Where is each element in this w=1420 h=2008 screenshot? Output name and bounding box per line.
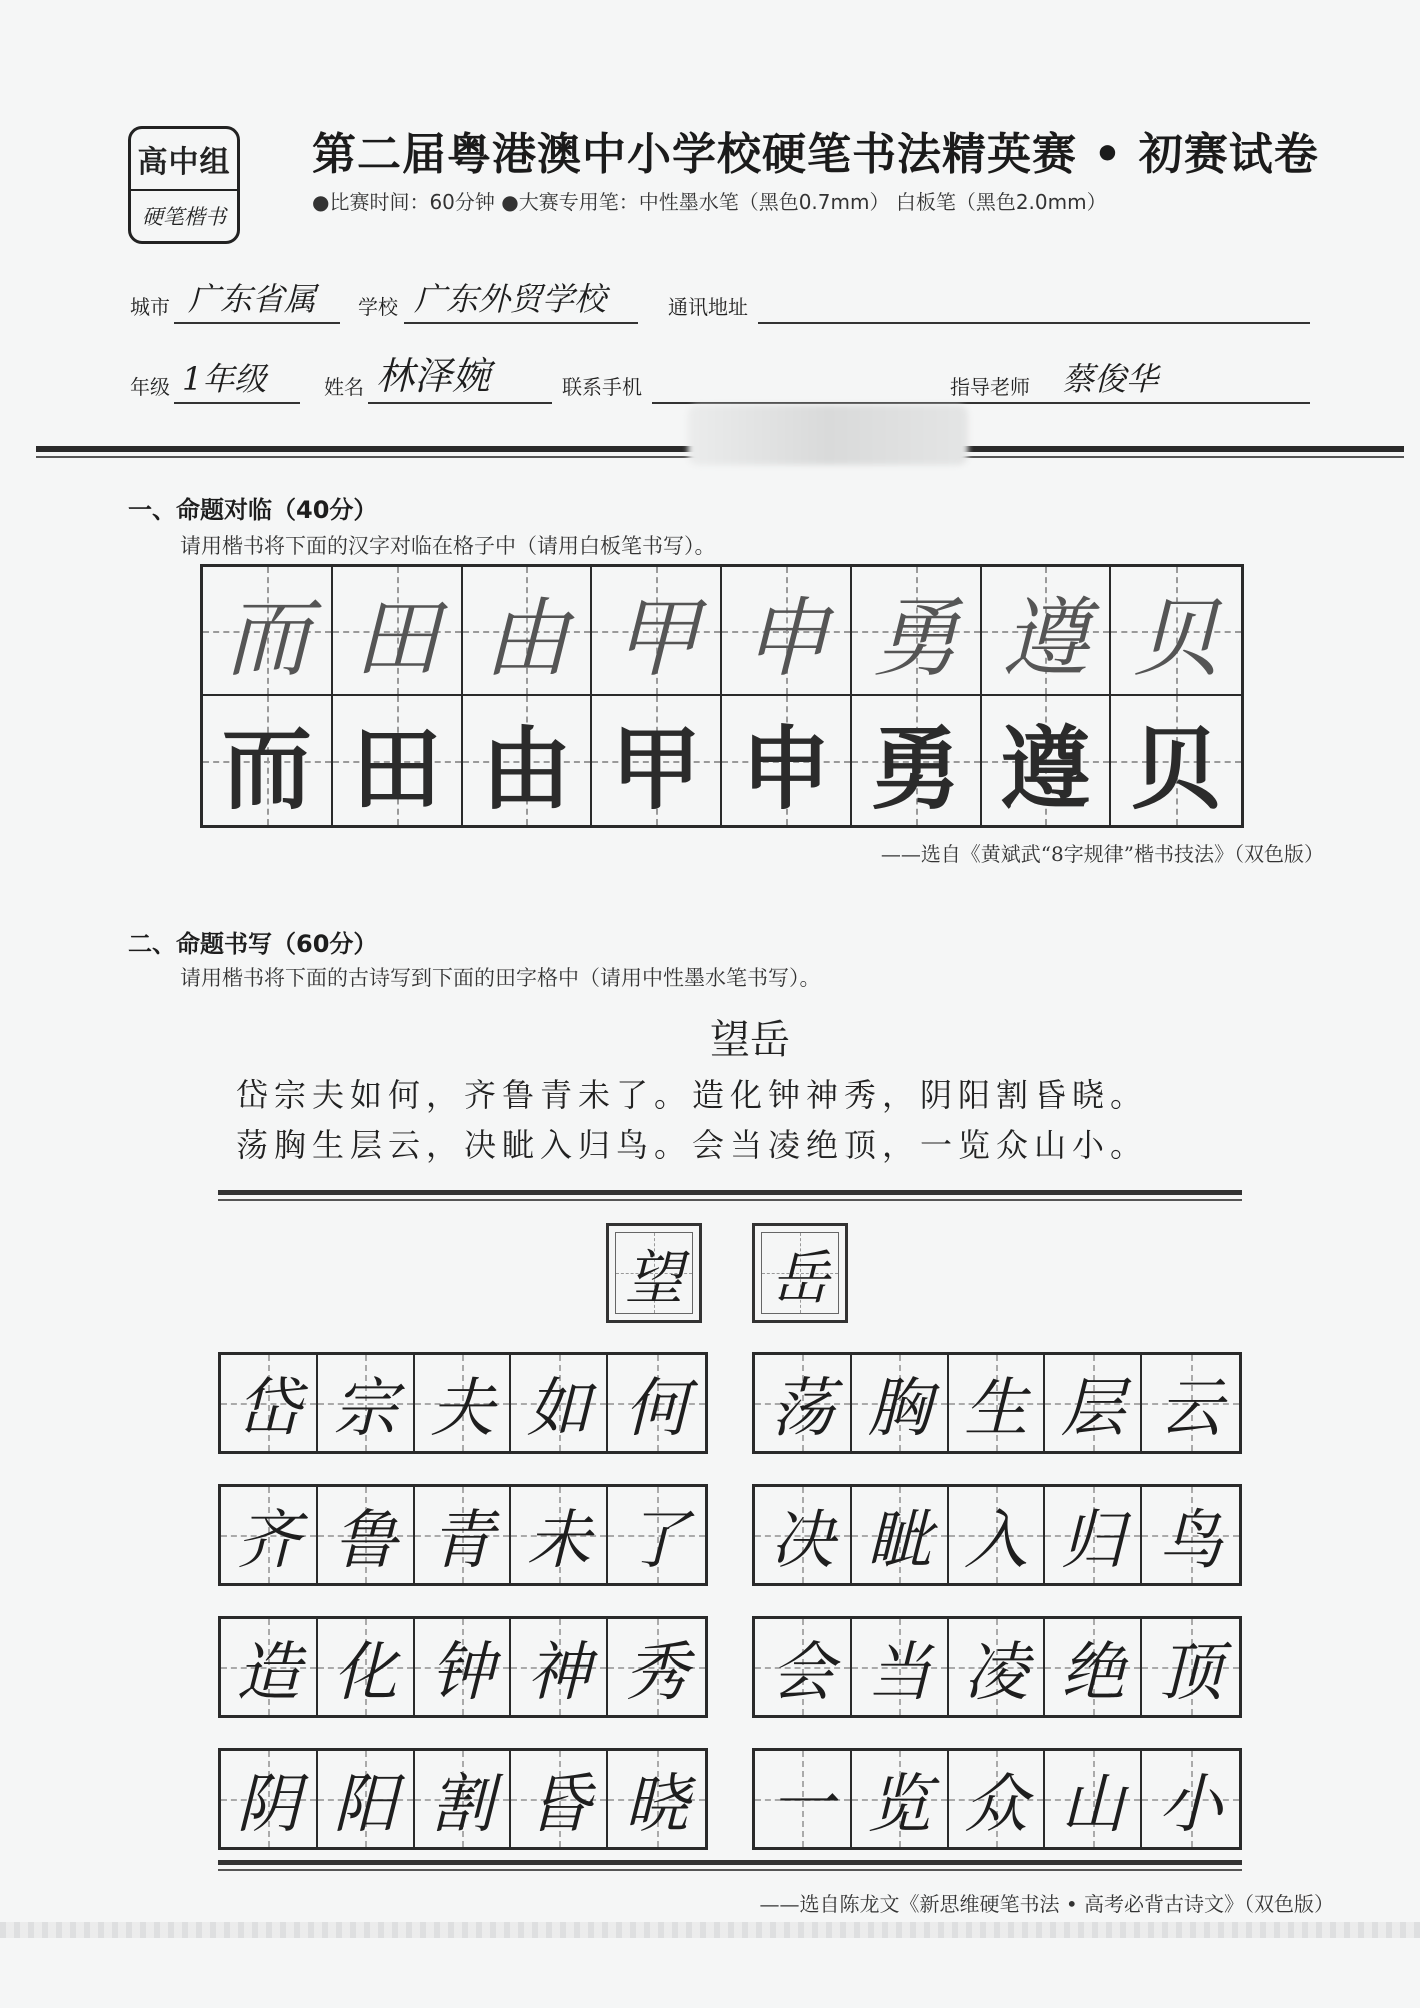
info-row-1 [130,282,1310,326]
teacher-field [950,362,1310,406]
copied-cell: 由 [463,567,593,696]
poem-line-1: 岱宗夫如何，齐鲁青未了。造化钟神秀，阴阳割昏晓。 [236,1076,1149,1114]
grid-cell: 眦 [852,1487,949,1583]
copied-cell: 而 [203,567,333,696]
title-box [606,1223,702,1323]
redacted-phone [688,405,968,465]
grid-cell: 会 [755,1619,852,1715]
title-box [752,1223,848,1323]
model-cell: 由 [463,696,593,825]
section2-instruction: 请用楷书将下面的古诗写到下面的田字格中（请用中性墨水笔书写）。 [180,966,821,990]
copied-cell: 申 [722,567,852,696]
grid-cell: 决 [755,1487,852,1583]
poem-grid-left-2 [218,1484,708,1586]
grid-cell: 晓 [608,1751,705,1847]
grid-cell: 当 [852,1619,949,1715]
grid-cell: 顶 [1142,1619,1239,1715]
poem-grid-left-1 [218,1352,708,1454]
poem-title: 望岳 [710,1017,790,1063]
grade-field [130,362,300,406]
grid-cell: 绝 [1045,1619,1142,1715]
section2-source: ——选自陈龙文《新思维硬笔书法 • 高考必背古诗文》（双色版） [759,1892,1334,1916]
grid-cell: 生 [949,1355,1046,1451]
grid-cell: 鸟 [1142,1487,1239,1583]
grid-cell: 览 [852,1751,949,1847]
school-value: 广东外贸学校 [414,280,607,318]
grid-cell: 岱 [221,1355,318,1451]
poem-grid-right-2 [752,1484,1242,1586]
teacher-label: 指导老师 [950,375,1030,399]
scan-edge [0,1922,1420,1938]
grid-cell: 凌 [949,1619,1046,1715]
poem-grid-right-3 [752,1616,1242,1718]
grid-cell: 荡 [755,1355,852,1451]
title-char: 岳 [770,1244,829,1312]
grid-cell: 鲁 [318,1487,415,1583]
copied-cell: 贝 [1111,567,1241,696]
grid-cell: 神 [511,1619,608,1715]
address-label: 通讯地址 [668,295,748,319]
poem-grid-left-3 [218,1616,708,1718]
section1-grid [200,564,1244,828]
grid-cell: 夫 [415,1355,512,1451]
grid-cell: 青 [415,1487,512,1583]
badge-category-label: 硬笔楷书 [142,205,226,229]
page-title: 第二届粤港澳中小学校硬笔书法精英赛 • 初赛试卷 [312,129,1319,180]
grid-cell: 归 [1045,1487,1142,1583]
phone-label: 联系手机 [562,375,642,399]
poem-line-2: 荡胸生层云，决眦入归鸟。会当凌绝顶，一览众山小。 [236,1126,1149,1164]
grid-cell: 众 [949,1751,1046,1847]
grid-cell: 入 [949,1487,1046,1583]
grid-cell: 昏 [511,1751,608,1847]
address-field [668,282,1310,326]
name-value: 林泽婉 [376,354,491,398]
grid-cell: 何 [608,1355,705,1451]
model-cell: 勇 [852,696,982,825]
poem-grid-right-4 [752,1748,1242,1850]
teacher-value: 蔡俊华 [1062,360,1159,398]
city-label: 城市 [130,295,170,319]
model-cell: 田 [333,696,463,825]
model-cell: 申 [722,696,852,825]
grid-cell: 层 [1045,1355,1142,1451]
name-label: 姓名 [324,375,364,399]
grid-cell: 齐 [221,1487,318,1583]
grid-cell: 如 [511,1355,608,1451]
grade-value: 1年级 [182,360,267,398]
poem-bottom-rule [218,1860,1242,1871]
model-cell: 贝 [1111,696,1241,825]
copied-cell: 遵 [982,567,1112,696]
city-field [130,282,340,326]
exam-meta: ●比赛时间：60分钟 ●大赛专用笔：中性墨水笔（黑色0.7mm） 白板笔（黑色2.0mm） [312,190,1107,214]
grid-cell: 秀 [608,1619,705,1715]
grid-cell: 阴 [221,1751,318,1847]
grid-cell: 割 [415,1751,512,1847]
grid-cell: 一 [755,1751,852,1847]
poem-grid-left-4 [218,1748,708,1850]
grid-cell: 宗 [318,1355,415,1451]
name-field [324,354,554,406]
grid-cell: 胸 [852,1355,949,1451]
grade-label: 年级 [130,375,170,399]
copied-cell: 田 [333,567,463,696]
group-badge [128,126,240,244]
copied-cell: 甲 [592,567,722,696]
section1-source: ——选自《黄斌武“8字规律”楷书技法》（双色版） [880,842,1324,866]
poem-top-rule [218,1190,1242,1201]
model-cell: 而 [203,696,333,825]
grid-cell: 云 [1142,1355,1239,1451]
grid-cell: 小 [1142,1751,1239,1847]
model-cell: 遵 [982,696,1112,825]
info-row-2 [130,354,1310,406]
grid-cell: 造 [221,1619,318,1715]
poem-grid-right-1 [752,1352,1242,1454]
model-cell: 甲 [592,696,722,825]
grid-cell: 化 [318,1619,415,1715]
copied-cell: 勇 [852,567,982,696]
badge-group-label: 高中组 [131,129,237,191]
title-char: 望 [624,1244,683,1312]
grid-cell: 阳 [318,1751,415,1847]
section1-instruction: 请用楷书将下面的汉字对临在格子中（请用白板笔书写）。 [180,534,716,558]
grid-cell: 钟 [415,1619,512,1715]
grid-cell: 了 [608,1487,705,1583]
grid-cell: 山 [1045,1751,1142,1847]
city-value: 广东省属 [188,280,317,318]
section2-heading: 二、命题书写（60分） [128,930,378,958]
school-label: 学校 [358,295,398,319]
section1-heading: 一、命题对临（40分） [128,496,378,524]
grid-cell: 未 [511,1487,608,1583]
